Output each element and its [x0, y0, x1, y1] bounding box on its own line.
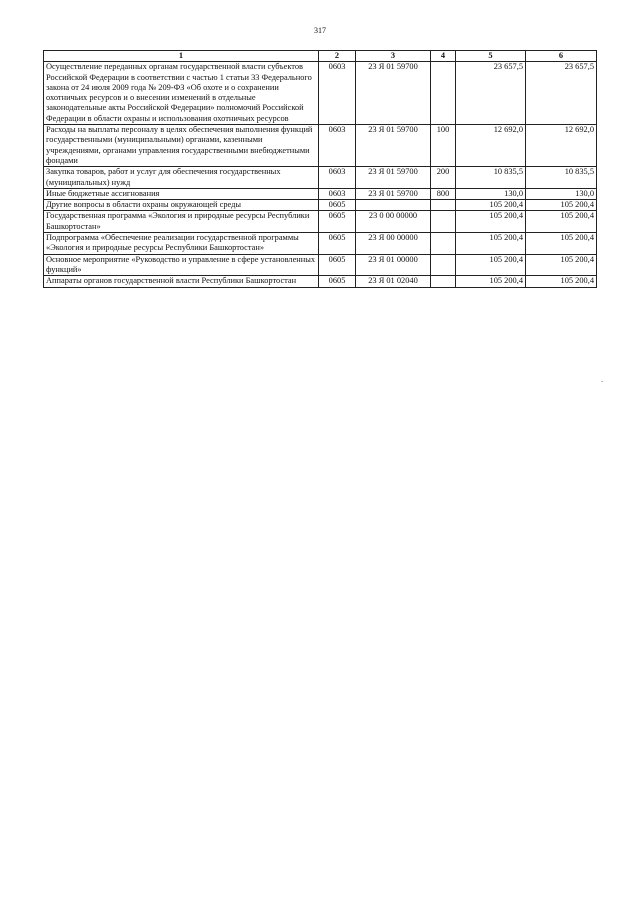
target-code-cell: 23 Я 01 59700 [356, 167, 431, 189]
table-row [44, 62, 597, 125]
amount-cell-2: 105 200,4 [526, 254, 597, 276]
section-code-cell: 0603 [319, 167, 356, 189]
header-col-1: 1 [44, 51, 319, 62]
amount-cell-1: 105 200,4 [456, 233, 526, 255]
expense-type-cell [431, 254, 456, 276]
target-code-cell: 23 0 00 00000 [356, 211, 431, 233]
row-name-cell: Государственная программа «Экология и природные ресурсы Республики Башкортостан» [44, 211, 319, 233]
expense-type-cell [431, 62, 456, 125]
margin-mark: - [601, 377, 604, 385]
header-col-2: 2 [319, 51, 356, 62]
section-code-cell: 0605 [319, 254, 356, 276]
amount-cell-2: 105 200,4 [526, 233, 597, 255]
section-code-cell: 0605 [319, 200, 356, 211]
expense-type-cell [431, 233, 456, 255]
amount-cell-2: 10 835,5 [526, 167, 597, 189]
table-row [44, 276, 597, 287]
amount-cell-1: 105 200,4 [456, 254, 526, 276]
target-code-cell: 23 Я 01 59700 [356, 125, 431, 167]
table-row [44, 188, 597, 199]
amount-cell-1: 130,0 [456, 188, 526, 199]
row-name-cell: Закупка товаров, работ и услуг для обеспечения государственных (муниципальных) нужд [44, 167, 319, 189]
amount-cell-2: 130,0 [526, 188, 597, 199]
table-row [44, 211, 597, 233]
section-code-cell: 0605 [319, 233, 356, 255]
amount-cell-1: 105 200,4 [456, 211, 526, 233]
amount-cell-1: 23 657,5 [456, 62, 526, 125]
section-code-cell: 0603 [319, 188, 356, 199]
amount-cell-2: 105 200,4 [526, 211, 597, 233]
expense-type-cell [431, 211, 456, 233]
budget-table [43, 50, 597, 288]
header-col-5: 5 [456, 51, 526, 62]
expense-type-cell [431, 200, 456, 211]
section-code-cell: 0603 [319, 125, 356, 167]
expense-type-cell: 200 [431, 167, 456, 189]
section-code-cell: 0605 [319, 276, 356, 287]
expense-type-cell [431, 276, 456, 287]
row-name-cell: Подпрограмма «Обеспечение реализации государственной программы «Экология и природные ресурсы Республики Башкортостан» [44, 233, 319, 255]
amount-cell-2: 105 200,4 [526, 276, 597, 287]
target-code-cell: 23 Я 01 00000 [356, 254, 431, 276]
target-code-cell: 23 Я 01 59700 [356, 188, 431, 199]
amount-cell-2: 105 200,4 [526, 200, 597, 211]
amount-cell-1: 105 200,4 [456, 200, 526, 211]
target-code-cell: 23 Я 00 00000 [356, 233, 431, 255]
row-name-cell: Аппараты органов государственной власти Республики Башкортостан [44, 276, 319, 287]
table-row [44, 254, 597, 276]
amount-cell-2: 12 692,0 [526, 125, 597, 167]
amount-cell-2: 23 657,5 [526, 62, 597, 125]
target-code-cell: 23 Я 01 59700 [356, 62, 431, 125]
target-code-cell [356, 200, 431, 211]
header-row [44, 51, 597, 62]
section-code-cell: 0603 [319, 62, 356, 125]
header-col-6: 6 [526, 51, 597, 62]
table-row [44, 233, 597, 255]
row-name-cell: Другие вопросы в области охраны окружающей среды [44, 200, 319, 211]
table-row [44, 167, 597, 189]
row-name-cell: Основное мероприятие «Руководство и управление в сфере установленных функций» [44, 254, 319, 276]
header-col-4: 4 [431, 51, 456, 62]
row-name-cell: Осуществление переданных органам государственной власти субъектов Российской Федерации в соответствии с частью 1 статьи 33 Федерального закона от 24 июля 2009 года № 209-ФЗ «Об охоте и о сохранении охотничьих ресурсов и о внесении изменений в отдельные законодательные акты Российской Федерации» полномочий Российской Федерации в области охраны и использования охотничьих ресурсов [44, 62, 319, 125]
amount-cell-1: 10 835,5 [456, 167, 526, 189]
row-name-cell: Расходы на выплаты персоналу в целях обеспечения выполнения функций государственными (муниципальными) органами, казенными учреждениями, органами управления государственными внебюджетными фондами [44, 125, 319, 167]
amount-cell-1: 105 200,4 [456, 276, 526, 287]
header-col-3: 3 [356, 51, 431, 62]
table-row [44, 125, 597, 167]
target-code-cell: 23 Я 01 02040 [356, 276, 431, 287]
amount-cell-1: 12 692,0 [456, 125, 526, 167]
page-number: 317 [314, 26, 326, 35]
section-code-cell: 0605 [319, 211, 356, 233]
row-name-cell: Иные бюджетные ассигнования [44, 188, 319, 199]
table-row [44, 200, 597, 211]
expense-type-cell: 800 [431, 188, 456, 199]
expense-type-cell: 100 [431, 125, 456, 167]
